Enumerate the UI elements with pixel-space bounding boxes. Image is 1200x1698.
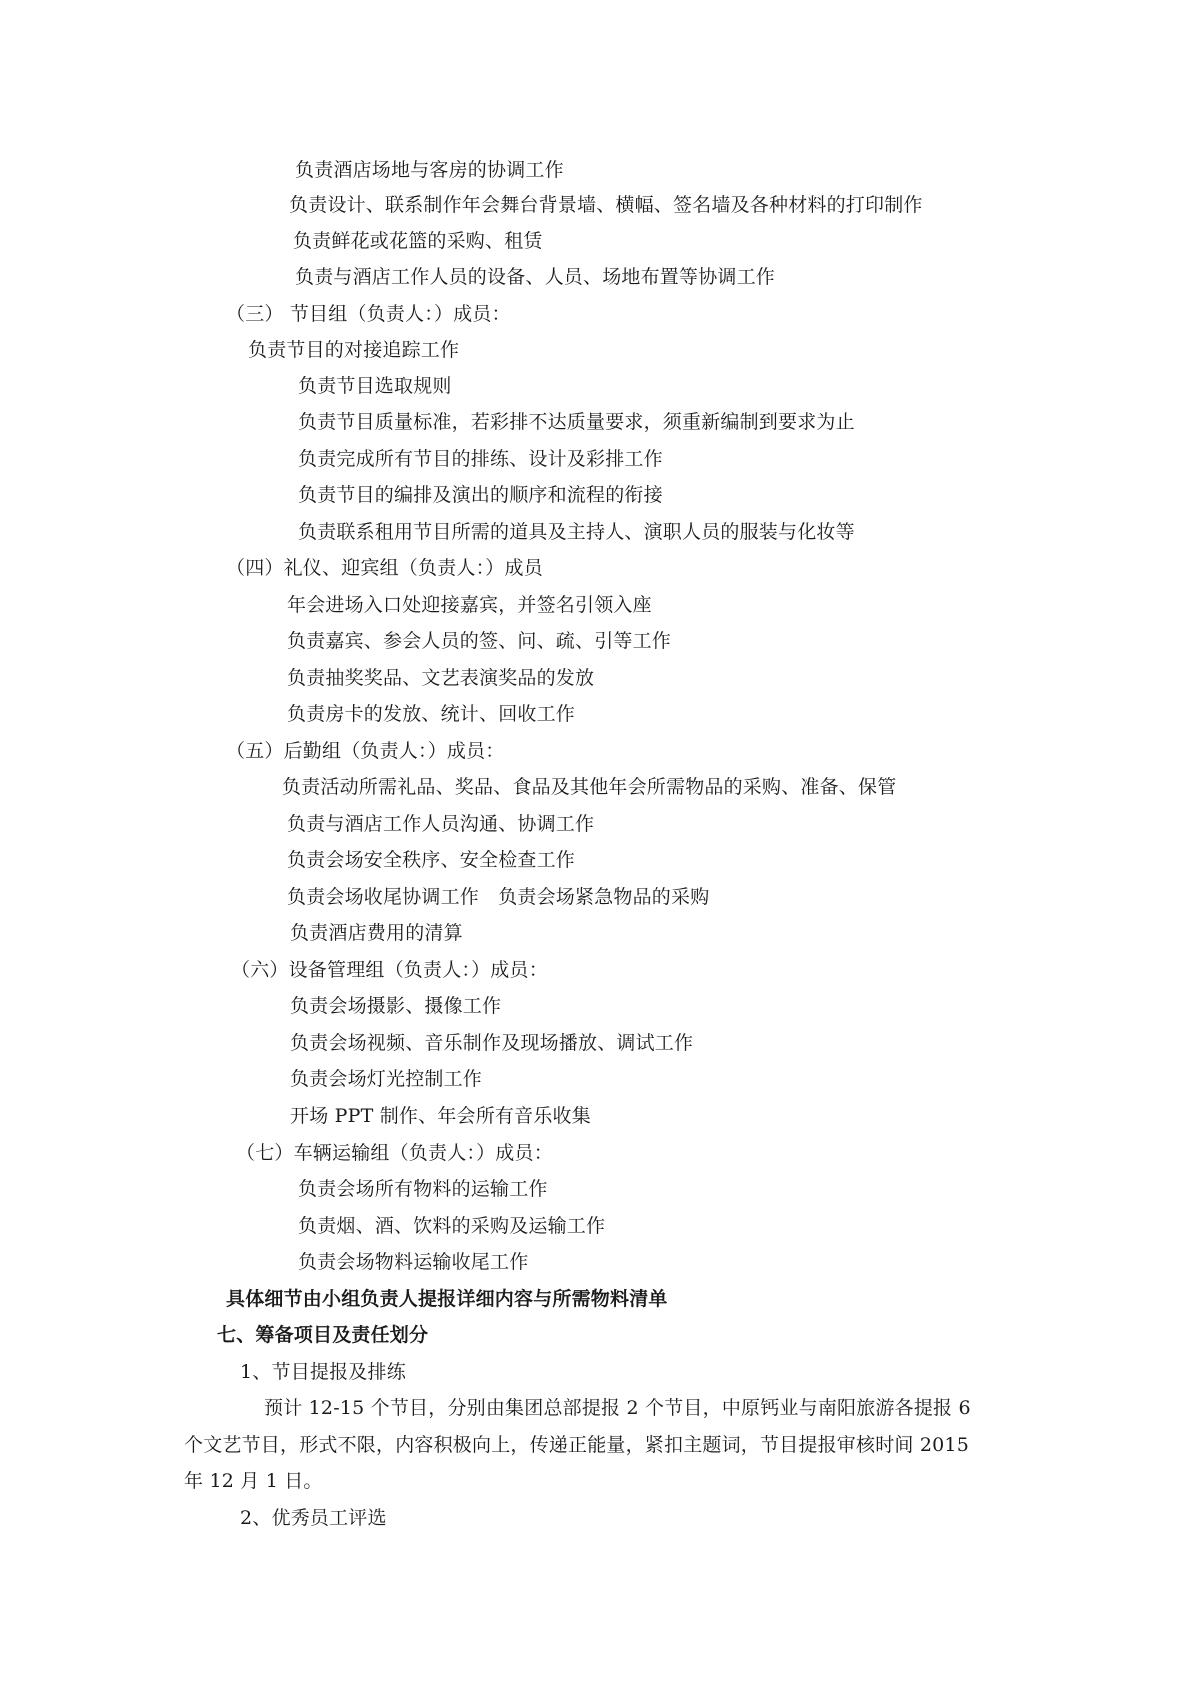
- text-line: 负责会场安全秩序、安全检查工作: [287, 849, 576, 871]
- subsection-heading: 2、优秀员工评选: [240, 1507, 387, 1529]
- text-line: 负责与酒店工作人员沟通、协调工作: [287, 813, 595, 835]
- text-line: 负责酒店场地与客房的协调工作: [295, 159, 564, 181]
- paragraph-line: 个文艺节目，形式不限，内容积极向上，传递正能量，紧扣主题词，节目提报审核时间 2015: [184, 1434, 969, 1456]
- chapter-heading: 七、筹备项目及责任划分: [217, 1324, 429, 1346]
- section-heading: （五）后勤组（负责人：）成员：: [226, 740, 505, 762]
- bold-note: 具体细节由小组负责人提报详细内容与所需物料清单: [226, 1288, 668, 1310]
- text-line: 负责节目质量标准，若彩排不达质量要求，须重新编制到要求为止: [298, 411, 855, 433]
- section-heading: （三） 节目组（负责人：）成员：: [226, 303, 511, 325]
- text-line: 负责节目的对接追踪工作: [248, 339, 460, 361]
- text-line: 负责与酒店工作人员的设备、人员、场地布置等协调工作: [295, 266, 776, 288]
- section-heading: （四）礼仪、迎宾组（负责人：）成员: [226, 557, 543, 579]
- paragraph-line: 年 12 月 1 日。: [184, 1470, 323, 1492]
- text-line: 负责烟、酒、饮料的采购及运输工作: [298, 1215, 606, 1237]
- text-line: 负责节目选取规则: [298, 375, 452, 397]
- text-line: 负责会场物料运输收尾工作: [298, 1251, 529, 1273]
- text-line: 负责完成所有节目的排练、设计及彩排工作: [298, 448, 663, 470]
- text-line: 负责会场所有物料的运输工作: [298, 1178, 548, 1200]
- paragraph-line: 预计 12-15 个节目，分别由集团总部提报 2 个节目，中原钙业与南阳旅游各提报 6: [264, 1397, 971, 1419]
- text-line: 年会进场入口处迎接嘉宾，并签名引领入座: [287, 594, 652, 616]
- text-line: 负责酒店费用的清算: [290, 922, 463, 944]
- text-line: 负责会场摄影、摄像工作: [290, 995, 502, 1017]
- text-line: 负责嘉宾、参会人员的签、问、疏、引等工作: [287, 630, 672, 652]
- text-line: 负责会场收尾协调工作 负责会场紧急物品的采购: [287, 886, 710, 908]
- text-line: 负责会场视频、音乐制作及现场播放、调试工作: [290, 1032, 694, 1054]
- section-heading: （六）设备管理组（负责人：）成员：: [231, 959, 548, 981]
- text-line: 负责联系租用节目所需的道具及主持人、演职人员的服装与化妆等: [298, 521, 855, 543]
- text-line: 负责设计、联系制作年会舞台背景墙、横幅、签名墙及各种材料的打印制作: [289, 194, 923, 216]
- text-line: 负责鲜花或花篮的采购、租赁: [293, 230, 543, 252]
- text-line: 负责房卡的发放、统计、回收工作: [287, 703, 576, 725]
- text-line: 负责节目的编排及演出的顺序和流程的衔接: [298, 484, 663, 506]
- subsection-heading: 1、节目提报及排练: [240, 1361, 406, 1383]
- text-line: 开场 PPT 制作、年会所有音乐收集: [290, 1105, 591, 1127]
- text-line: 负责活动所需礼品、奖品、食品及其他年会所需物品的采购、准备、保管: [282, 776, 897, 798]
- section-heading: （七）车辆运输组（负责人：）成员：: [236, 1142, 553, 1164]
- text-line: 负责会场灯光控制工作: [290, 1068, 483, 1090]
- text-line: 负责抽奖奖品、文艺表演奖品的发放: [287, 667, 595, 689]
